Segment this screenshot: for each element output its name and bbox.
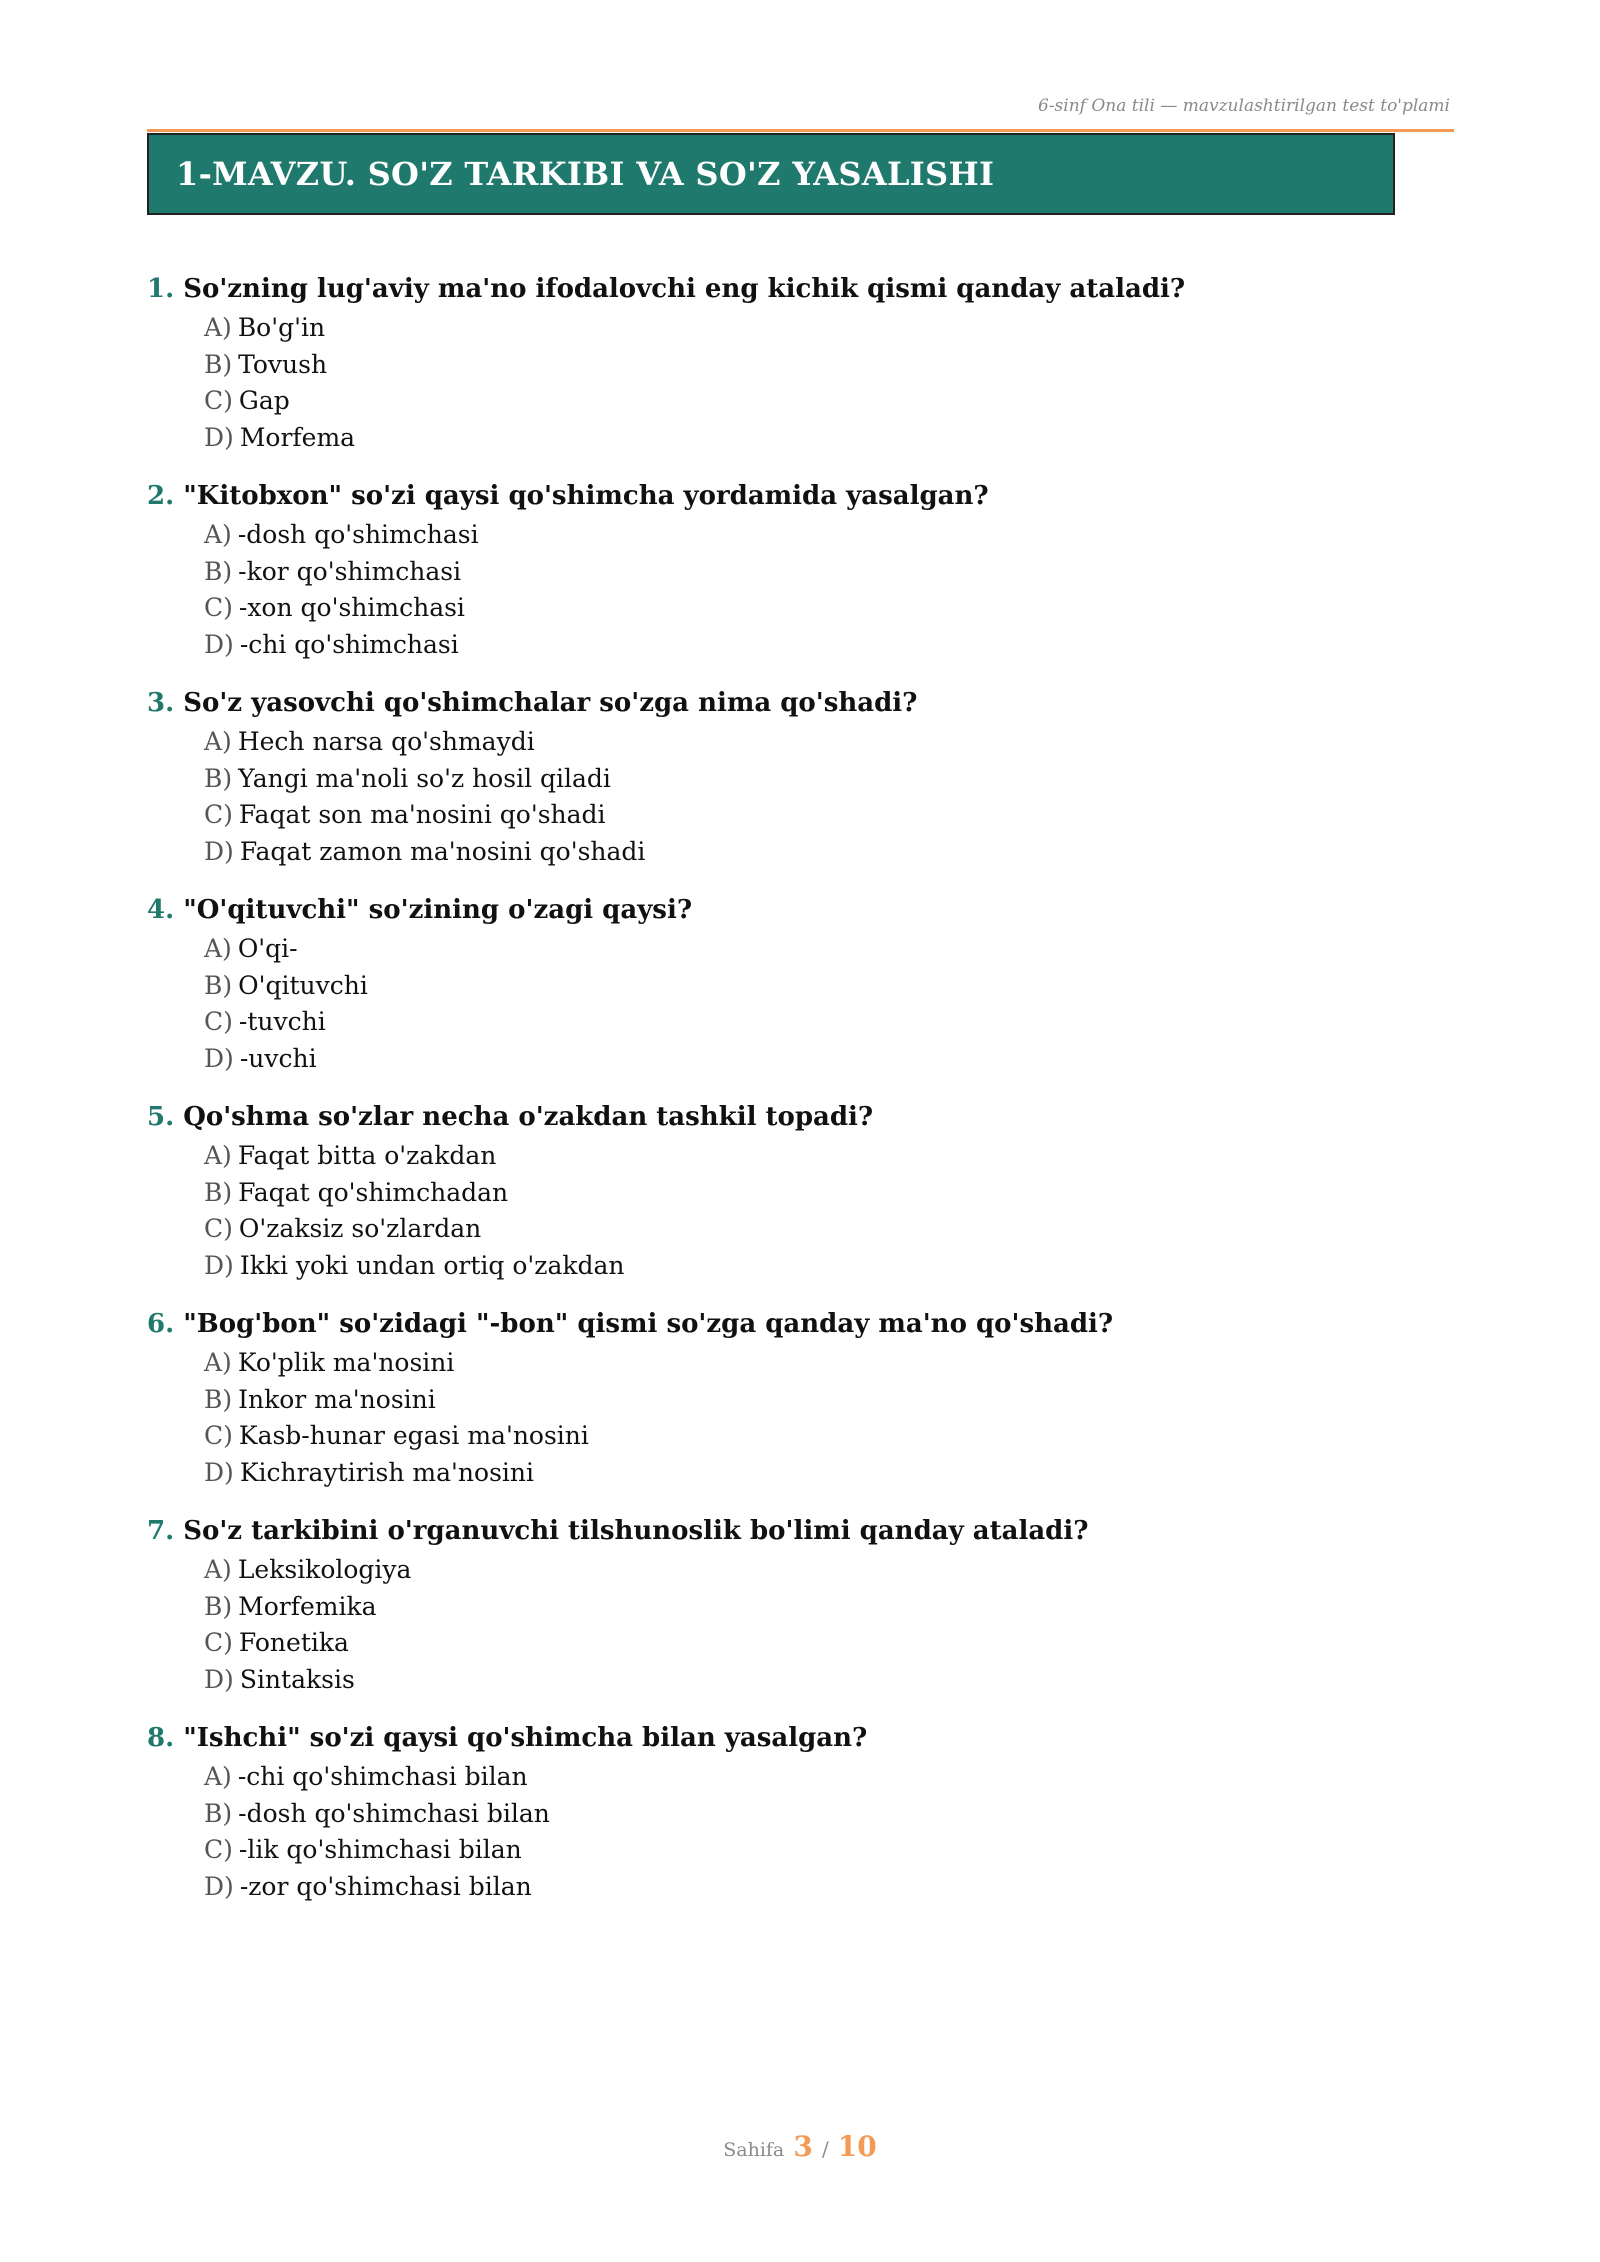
option-letter: D) bbox=[204, 422, 234, 452]
option-a bbox=[204, 724, 1447, 761]
question-3 bbox=[147, 682, 1447, 889]
question-title bbox=[147, 1510, 1447, 1552]
option-text: Inkor ma'nosini bbox=[238, 1384, 436, 1414]
question-title bbox=[147, 682, 1447, 724]
option-text: Kichraytirish ma'nosini bbox=[239, 1457, 534, 1487]
option-letter: A) bbox=[204, 313, 232, 342]
option-letter: B) bbox=[204, 1798, 233, 1828]
option-text: Hech narsa qo'shmaydi bbox=[237, 727, 535, 756]
option-a bbox=[204, 931, 1447, 968]
option-list bbox=[147, 1345, 1447, 1491]
option-list bbox=[147, 517, 1447, 663]
question-text: Qo'shma so'zlar necha o'zakdan tashkil topadi? bbox=[183, 1102, 874, 1132]
question-2 bbox=[147, 475, 1447, 682]
option-letter: A) bbox=[204, 1762, 232, 1791]
total-pages-number: 10 bbox=[837, 2130, 877, 2163]
option-letter: C) bbox=[204, 1007, 233, 1036]
option-text: Fonetika bbox=[238, 1628, 349, 1657]
option-text: O'qituvchi bbox=[238, 970, 368, 1000]
option-letter: B) bbox=[204, 1384, 233, 1414]
question-text: So'z yasovchi qo'shimchalar so'zga nima qo'shadi? bbox=[183, 688, 918, 718]
question-number: 4. bbox=[147, 895, 175, 925]
option-a bbox=[204, 310, 1447, 347]
option-b bbox=[204, 1796, 1447, 1833]
option-letter: A) bbox=[204, 934, 232, 963]
option-a bbox=[204, 1345, 1447, 1382]
question-title bbox=[147, 1303, 1447, 1345]
option-text: Faqat qo'shimchadan bbox=[238, 1177, 509, 1207]
option-text: -xon qo'shimchasi bbox=[238, 593, 465, 622]
option-b bbox=[204, 554, 1447, 591]
topic-banner bbox=[147, 133, 1395, 215]
question-text: "Kitobxon" so'zi qaysi qo'shimcha yordamida yasalgan? bbox=[183, 481, 989, 511]
option-letter: C) bbox=[204, 593, 233, 622]
option-text: O'qi- bbox=[237, 934, 298, 963]
option-letter: C) bbox=[204, 1835, 233, 1864]
topic-title: 1-MAVZU. SO'Z TARKIBI VA SO'Z YASALISHI bbox=[176, 155, 995, 193]
option-letter: B) bbox=[204, 763, 233, 793]
option-b bbox=[204, 761, 1447, 798]
option-c bbox=[204, 797, 1447, 834]
option-a bbox=[204, 517, 1447, 554]
option-c bbox=[204, 383, 1447, 420]
option-text: O'zaksiz so'zlardan bbox=[238, 1214, 482, 1243]
option-text: Bo'g'in bbox=[237, 313, 326, 342]
option-d bbox=[204, 1248, 1447, 1285]
option-b bbox=[204, 1382, 1447, 1419]
option-b bbox=[204, 347, 1447, 384]
header-rule bbox=[147, 129, 1454, 132]
option-letter: A) bbox=[204, 520, 232, 549]
option-list bbox=[147, 1552, 1447, 1698]
option-text: -lik qo'shimchasi bilan bbox=[238, 1835, 522, 1864]
question-1 bbox=[147, 268, 1447, 475]
option-c bbox=[204, 1625, 1447, 1662]
question-6 bbox=[147, 1303, 1447, 1510]
option-letter: B) bbox=[204, 1591, 233, 1621]
question-4 bbox=[147, 889, 1447, 1096]
question-number: 6. bbox=[147, 1309, 175, 1339]
question-number: 1. bbox=[147, 274, 175, 304]
option-a bbox=[204, 1552, 1447, 1589]
option-text: -dosh qo'shimchasi bbox=[237, 520, 479, 549]
running-header: 6-sinf Ona tili — mavzulashtirilgan test to'plami bbox=[1038, 96, 1450, 116]
option-letter: C) bbox=[204, 1214, 233, 1243]
option-text: Yangi ma'noli so'z hosil qiladi bbox=[238, 763, 611, 793]
option-text: Morfema bbox=[239, 422, 356, 452]
option-c bbox=[204, 1418, 1447, 1455]
current-page-number: 3 bbox=[793, 2130, 813, 2163]
question-text: So'z tarkibini o'rganuvchi tilshunoslik bo'limi qanday ataladi? bbox=[183, 1516, 1089, 1546]
question-title bbox=[147, 475, 1447, 517]
option-letter: B) bbox=[204, 349, 233, 379]
option-b bbox=[204, 1589, 1447, 1626]
option-d bbox=[204, 1041, 1447, 1078]
option-d bbox=[204, 1869, 1447, 1906]
option-c bbox=[204, 1004, 1447, 1041]
option-text: -tuvchi bbox=[238, 1007, 326, 1036]
option-letter: C) bbox=[204, 386, 233, 415]
option-text: -dosh qo'shimchasi bilan bbox=[238, 1798, 550, 1828]
option-list bbox=[147, 931, 1447, 1077]
option-b bbox=[204, 968, 1447, 1005]
question-8 bbox=[147, 1717, 1447, 1924]
option-letter: C) bbox=[204, 1628, 233, 1657]
option-text: -kor qo'shimchasi bbox=[238, 556, 462, 586]
option-list bbox=[147, 1759, 1447, 1905]
question-number: 8. bbox=[147, 1723, 175, 1753]
option-letter: C) bbox=[204, 800, 233, 829]
question-list bbox=[147, 268, 1447, 1924]
question-5 bbox=[147, 1096, 1447, 1303]
question-text: "Bog'bon" so'zidagi "-bon" qismi so'zga qanday ma'no qo'shadi? bbox=[183, 1309, 1114, 1339]
option-text: Faqat zamon ma'nosini qo'shadi bbox=[239, 836, 646, 866]
question-text: "O'qituvchi" so'zining o'zagi qaysi? bbox=[183, 895, 693, 925]
option-c bbox=[204, 1211, 1447, 1248]
option-list bbox=[147, 724, 1447, 870]
question-number: 5. bbox=[147, 1102, 175, 1132]
question-number: 3. bbox=[147, 688, 175, 718]
question-number: 7. bbox=[147, 1516, 175, 1546]
option-list bbox=[147, 310, 1447, 456]
option-d bbox=[204, 834, 1447, 871]
option-d bbox=[204, 627, 1447, 664]
option-letter: A) bbox=[204, 1348, 232, 1377]
option-letter: D) bbox=[204, 1871, 234, 1901]
option-letter: C) bbox=[204, 1421, 233, 1450]
option-b bbox=[204, 1175, 1447, 1212]
option-letter: A) bbox=[204, 1555, 232, 1584]
option-list bbox=[147, 1138, 1447, 1284]
question-title bbox=[147, 889, 1447, 931]
option-letter: A) bbox=[204, 727, 232, 756]
option-letter: D) bbox=[204, 1043, 234, 1073]
option-letter: D) bbox=[204, 1250, 234, 1280]
option-letter: B) bbox=[204, 1177, 233, 1207]
page-separator: / bbox=[821, 2137, 829, 2161]
page-label: Sahifa bbox=[723, 2139, 785, 2161]
option-text: -chi qo'shimchasi bbox=[239, 629, 459, 659]
option-a bbox=[204, 1759, 1447, 1796]
question-7 bbox=[147, 1510, 1447, 1717]
option-d bbox=[204, 1662, 1447, 1699]
option-text: Tovush bbox=[238, 349, 328, 379]
option-letter: D) bbox=[204, 629, 234, 659]
option-text: Sintaksis bbox=[239, 1664, 355, 1694]
question-text: "Ishchi" so'zi qaysi qo'shimcha bilan yasalgan? bbox=[183, 1723, 868, 1753]
option-text: -uvchi bbox=[239, 1043, 317, 1073]
option-letter: D) bbox=[204, 836, 234, 866]
option-letter: D) bbox=[204, 1457, 234, 1487]
option-a bbox=[204, 1138, 1447, 1175]
option-text: Ko'plik ma'nosini bbox=[237, 1348, 455, 1377]
question-title bbox=[147, 1096, 1447, 1138]
option-c bbox=[204, 1832, 1447, 1869]
question-text: So'zning lug'aviy ma'no ifodalovchi eng kichik qismi qanday ataladi? bbox=[183, 274, 1186, 304]
option-text: Morfemika bbox=[238, 1591, 377, 1621]
option-letter: B) bbox=[204, 970, 233, 1000]
page-footer bbox=[0, 2130, 1600, 2163]
option-text: Faqat bitta o'zakdan bbox=[237, 1141, 497, 1170]
option-text: Faqat son ma'nosini qo'shadi bbox=[238, 800, 606, 829]
option-text: Gap bbox=[238, 386, 290, 415]
question-number: 2. bbox=[147, 481, 175, 511]
option-letter: B) bbox=[204, 556, 233, 586]
question-title bbox=[147, 268, 1447, 310]
option-text: Leksikologiya bbox=[237, 1555, 412, 1584]
option-letter: A) bbox=[204, 1141, 232, 1170]
option-text: -zor qo'shimchasi bilan bbox=[239, 1871, 532, 1901]
option-text: -chi qo'shimchasi bilan bbox=[237, 1762, 528, 1791]
option-text: Kasb-hunar egasi ma'nosini bbox=[238, 1421, 589, 1450]
question-title bbox=[147, 1717, 1447, 1759]
option-text: Ikki yoki undan ortiq o'zakdan bbox=[239, 1250, 625, 1280]
option-letter: D) bbox=[204, 1664, 234, 1694]
option-d bbox=[204, 420, 1447, 457]
option-d bbox=[204, 1455, 1447, 1492]
option-c bbox=[204, 590, 1447, 627]
